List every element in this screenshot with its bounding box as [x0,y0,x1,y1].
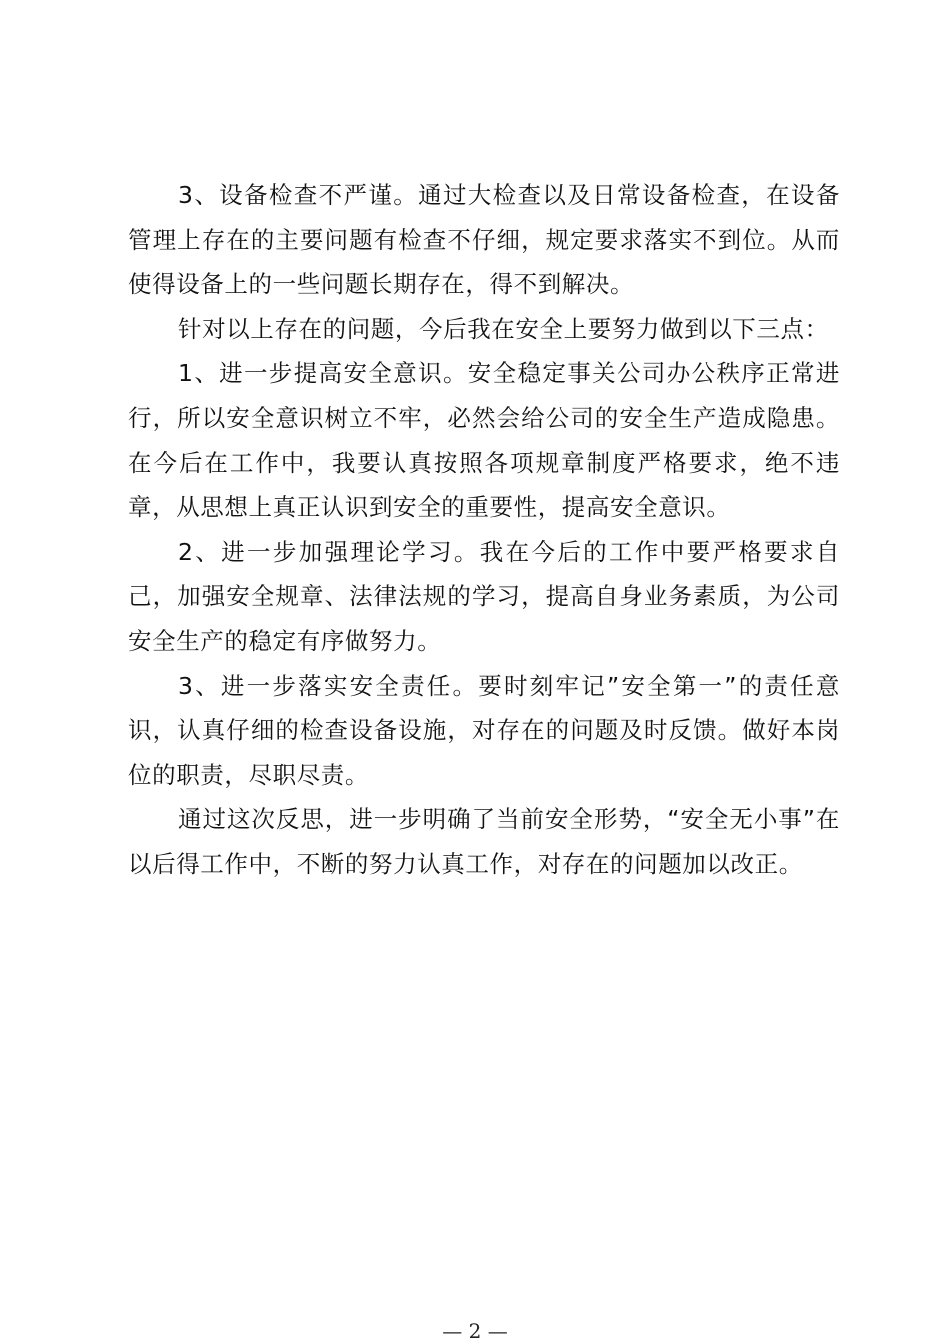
paragraph-safety-responsibility: 3、进一步落实安全责任。要时刻牢记”安全第一”的责任意识，认真仔细的检查设备设施，对存在的问题及时反馈。做好本岗位的职责，尽职尽责。 [128,671,840,789]
page-number: — 2 — [442,1319,508,1343]
document-body [128,173,840,887]
paragraph-theory-study: 2、进一步加强理论学习。我在今后的工作中要严格要求自己，加强安全规章、法律法规的学习，提高自身业务素质，为公司安全生产的稳定有序做努力。 [128,537,840,655]
paragraph-safety-awareness: 1、进一步提高安全意识。安全稳定事关公司办公秩序正常进行，所以安全意识树立不牢，必然会给公司的安全生产造成隐患。在今后在工作中，我要认真按照各项规章制度严格要求，绝不违章，从思想上真正认识到安全的重要性，提高安全意识。 [128,359,840,522]
paragraph-equipment-inspection: 3、设备检查不严谨。通过大检查以及日常设备检查，在设备管理上存在的主要问题有检查不仔细，规定要求落实不到位。从而使得设备上的一些问题长期存在，得不到解决。 [128,181,840,299]
paragraph-conclusion: 通过这次反思，进一步明确了当前安全形势，“安全无小事”在以后得工作中，不断的努力认真工作，对存在的问题加以改正。 [128,805,840,878]
paragraph-improvement-intro: 针对以上存在的问题，今后我在安全上要努力做到以下三点： [178,314,829,343]
